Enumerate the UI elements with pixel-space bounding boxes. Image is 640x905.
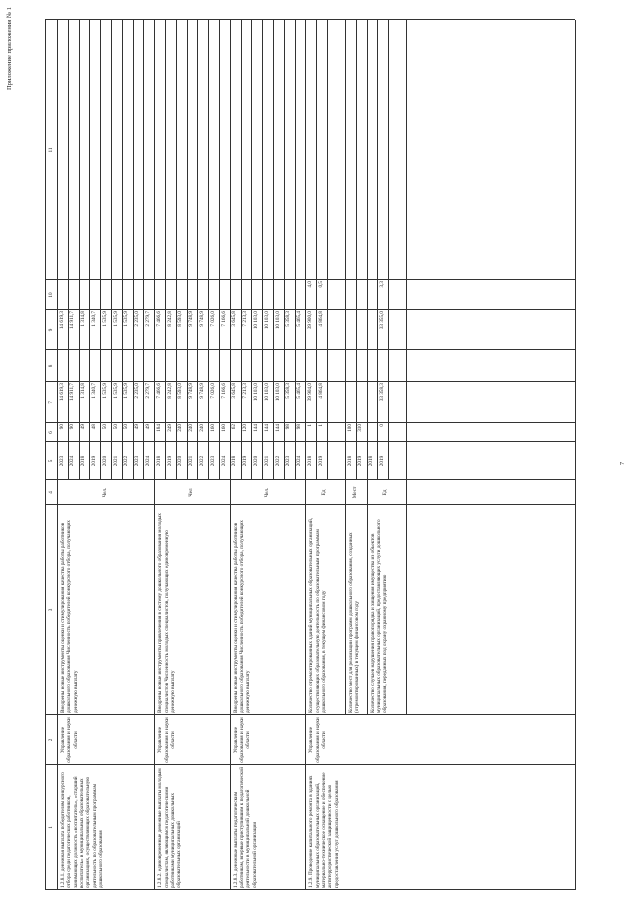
year-cell: 2020 <box>252 455 259 467</box>
total-amount-cell: 7 166,6 <box>220 383 227 399</box>
column-rule <box>45 441 575 442</box>
total-amount-cell: 1 535,9 <box>112 383 119 399</box>
regional-budget-cell: 7 213,3 <box>242 311 249 327</box>
column-number: 11 <box>47 147 54 153</box>
indicator-text: Количество случаев нарушения правопорядка и хищения имущества из объектов муниципальных образовательных организаций, предоставляющих услуги дошкольного образования, переданных под охрану охранному предприятию <box>369 519 389 713</box>
total-amount-cell: 14 619,3 <box>58 383 65 402</box>
unit-cell: Мест <box>351 486 358 499</box>
column-number: 5 <box>47 459 54 463</box>
total-amount-cell: 2 279,7 <box>144 383 151 399</box>
year-cell: 2022 <box>123 455 130 467</box>
quantity-cell: 98 <box>285 424 292 430</box>
regional-budget-cell: 5 465,4 <box>296 311 303 327</box>
year-cell: 2020 <box>177 455 184 467</box>
column-number: 3 <box>47 608 54 612</box>
year-cell: 2019 <box>166 455 173 467</box>
quantity-cell: 144 <box>274 424 281 432</box>
unit-cell: Чел <box>188 488 194 497</box>
row-rule <box>327 20 328 480</box>
indicator-text: Количество мест для реализации программ дошкольного образования, созданных (отремонтированных) в текущем финансовом году <box>348 532 361 713</box>
column-number: 6 <box>47 431 54 434</box>
unit-cell: Чел. <box>263 487 270 498</box>
total-amount-cell: 14 911,7 <box>69 383 76 401</box>
regional-budget-cell: 8 242,8 <box>166 311 173 327</box>
regional-budget-cell: 3 645,8 <box>231 311 238 327</box>
column-rule <box>45 479 575 480</box>
regional-budget-cell: 10 103,0 <box>252 311 259 330</box>
event-name: 1.2.8.2. единовременные денежные выплаты молодым специалистам, являющимся педагогическими работниками муниципальных дошкольных образовательных организаций <box>157 768 183 888</box>
column-number: 9 <box>47 328 54 332</box>
column-number: 10 <box>47 292 54 298</box>
regional-budget-cell: 10 103,0 <box>274 311 281 330</box>
row-rule <box>388 20 389 480</box>
quantity-cell: 144 <box>263 424 270 432</box>
regional-budget-cell: 1 535,9 <box>101 311 108 327</box>
total-amount-cell: 33 358,3 <box>378 383 385 402</box>
quantity-cell: 49 <box>144 424 151 430</box>
quantity-cell: 144 <box>252 424 259 432</box>
year-cell: 2019 <box>242 455 249 467</box>
municipal-budget-cell: 3,3 <box>378 281 385 288</box>
quantity-cell: 240 <box>198 424 205 432</box>
total-amount-cell: 8 242,8 <box>166 383 173 399</box>
quantity-cell: 310 <box>357 424 364 432</box>
row-rule <box>406 20 407 715</box>
year-cell: 2021 <box>112 455 119 467</box>
quantity-cell: 1 <box>317 424 324 427</box>
year-cell: 2018 <box>80 455 87 467</box>
unit-cell: Чел. <box>101 487 108 498</box>
total-amount-cell: 1 535,9 <box>123 383 130 399</box>
quantity-cell: 120 <box>242 424 249 432</box>
row-rule <box>575 20 576 890</box>
total-amount-cell: 5 358,3 <box>285 383 292 399</box>
column-number: 7 <box>47 401 54 404</box>
year-cell: 2024 <box>69 455 76 467</box>
event-name: 1.2.8.1. денежная выплата победителям конкурсного отбора среди педагогических работников, занимающих должность «воспитатель», «старший воспитатель» в муниципальных образовательных организациях, осуществляющих образовательную деятельность по образовательным программам дошкольного образования <box>60 772 105 888</box>
regional-budget-cell: 14 619,3 <box>58 311 65 330</box>
quantity-cell: 249 <box>166 424 173 432</box>
column-rule <box>45 309 575 310</box>
year-cell: 2019 <box>378 455 385 467</box>
row-rule <box>45 20 46 890</box>
quantity-cell: 160 <box>220 424 227 432</box>
quantity-cell: 1 <box>306 424 313 427</box>
row-rule <box>367 20 368 715</box>
year-cell: 2022 <box>274 455 281 467</box>
total-amount-cell: 1 340,7 <box>90 383 97 399</box>
regional-budget-cell: 10 103,0 <box>263 311 270 330</box>
year-cell: 2024 <box>220 455 227 467</box>
regional-budget-cell: 1 340,7 <box>90 311 97 327</box>
column-rule <box>45 889 575 890</box>
column-rule <box>45 19 575 20</box>
column-rule <box>45 422 575 423</box>
row-rule <box>345 20 346 715</box>
regional-budget-cell: 1 535,9 <box>123 311 130 327</box>
regional-budget-cell: 5 358,3 <box>285 311 292 327</box>
indicator-text: Количество отремонтированных зданий муниципальных образовательных организаций, осуществляющих образовательную деятельность по образовательным программам дошкольного образования, в текущем финансовом году <box>308 517 328 713</box>
column-rule <box>45 349 575 350</box>
row-rule <box>356 20 357 480</box>
column-rule <box>45 381 575 382</box>
event-name: 1.2.9. Проведение капитального ремонта в зданиях муниципальных образовательных организаций, материально-техническое оснащение и обеспечение антитеррористической защищенности с целью предоставления услуг дошкольного образования <box>308 772 340 888</box>
executor-name: Управление образования и науки области <box>232 717 252 763</box>
total-amount-cell: 2 235,0 <box>134 383 141 399</box>
regional-budget-cell: 14 911,7 <box>69 311 76 329</box>
executor-name: Управление образования и науки области <box>60 717 79 763</box>
quantity-cell: 50 <box>123 424 130 430</box>
indicator-text: Внедрены новые инструменты оценки и стимулирования качества работы работников дошкольного образования Численность победителей конкурсного отбора, получающих денежную выплату <box>60 520 79 713</box>
quantity-cell: 49 <box>80 424 87 430</box>
executor-name: Управление образования и науки области <box>308 717 328 763</box>
regional-budget-cell: 7 166,6 <box>220 311 227 327</box>
regional-budget-cell: 33 355,0 <box>378 311 385 330</box>
quantity-cell: 98 <box>296 424 303 430</box>
total-amount-cell: 39 904,0 <box>306 383 313 402</box>
regional-budget-cell: 1 535,9 <box>112 311 119 327</box>
appendix-label: Приложение приложения № 1 <box>6 7 13 90</box>
indicator-text: Внедрены новые инструменты оценки и стимулирования качества работы работников дошкольного образования Численность победителей конкурсного отбора, получающих денежную выплату <box>232 520 252 713</box>
total-amount-cell: 7 026,0 <box>209 383 216 399</box>
total-amount-cell: 8 593,0 <box>177 383 184 399</box>
unit-cell: Ед <box>321 489 328 496</box>
total-amount-cell: 5 465,4 <box>296 383 303 399</box>
executor-name: Управление образования и науки области <box>157 717 176 763</box>
column-rule <box>45 714 575 715</box>
quantity-cell: 48 <box>90 424 97 430</box>
total-amount-cell: 7 466,6 <box>155 383 162 399</box>
regional-budget-cell: 9 748,9 <box>198 311 205 327</box>
year-cell: 2018 <box>346 455 353 467</box>
year-cell: 2019 <box>357 455 364 467</box>
year-cell: 2018 <box>231 455 238 467</box>
total-amount-cell: 3 645,8 <box>231 383 238 399</box>
year-cell: 2022 <box>198 455 205 467</box>
year-cell: 2019 <box>317 455 324 467</box>
year-cell: 2021 <box>263 455 270 467</box>
quantity-cell: 160 <box>209 424 216 432</box>
total-amount-cell: 4 864,8 <box>317 383 324 399</box>
year-cell: 2023 <box>134 455 141 467</box>
regional-budget-cell: 8 593,0 <box>177 311 184 327</box>
quantity-cell: 100 <box>346 424 353 432</box>
regional-budget-cell: 7 026,0 <box>209 311 216 327</box>
total-amount-cell: 1 314,8 <box>80 383 87 399</box>
year-cell: 2023 <box>58 455 65 467</box>
quantity-cell: 0 <box>378 424 385 427</box>
page-number: 7 <box>620 462 626 465</box>
quantity-cell: 50 <box>112 424 119 430</box>
column-number: 1 <box>47 826 54 829</box>
year-cell: 2019 <box>90 455 97 467</box>
column-number: 8 <box>47 364 54 368</box>
column-rule <box>45 279 575 280</box>
total-amount-cell: 10 103,0 <box>252 383 259 402</box>
quantity-cell: 49 <box>134 424 141 430</box>
column-rule <box>45 764 575 765</box>
year-cell: 2021 <box>188 455 195 467</box>
quantity-cell: 240 <box>188 424 195 432</box>
year-cell: 2018 <box>155 455 162 467</box>
total-amount-cell: 7 213,3 <box>242 383 249 399</box>
quantity-cell: 184 <box>155 424 162 432</box>
total-amount-cell: 10 103,0 <box>274 383 281 402</box>
unit-cell: Ед <box>382 489 389 496</box>
municipal-budget-cell: 4,0 <box>306 281 313 288</box>
column-number: 2 <box>47 738 54 742</box>
year-cell: 2020 <box>101 455 108 467</box>
quantity-cell: 62 <box>231 424 238 430</box>
regional-budget-cell: 2 279,7 <box>144 311 151 327</box>
quantity-cell: 240 <box>177 424 184 432</box>
program-table <box>45 20 575 890</box>
total-amount-cell: 9 748,9 <box>188 383 195 399</box>
regional-budget-cell: 4 864,8 <box>317 311 324 327</box>
column-number: 4 <box>47 491 54 494</box>
year-cell: 2023 <box>285 455 292 467</box>
year-cell: 2024 <box>144 455 151 467</box>
year-cell: 2018 <box>306 455 313 467</box>
total-amount-cell: 9 748,9 <box>198 383 205 399</box>
regional-budget-cell: 2 235,0 <box>134 311 141 327</box>
year-cell: 2023 <box>209 455 216 467</box>
regional-budget-cell: 9 748,9 <box>188 311 195 327</box>
year-cell: 2018 <box>368 455 375 467</box>
column-rule <box>45 504 575 505</box>
quantity-cell: 50 <box>101 424 108 430</box>
year-cell: 2024 <box>296 455 303 467</box>
regional-budget-cell: 39 900,0 <box>306 311 313 330</box>
indicator-text: Внедрены новые инструменты привлечения в систему дошкольного образования молодых специалистов Численность молодых специалистов, получающих единовременную денежную выплату <box>157 513 176 713</box>
regional-budget-cell: 7 466,6 <box>155 311 162 327</box>
quantity-cell: 90 <box>69 424 76 430</box>
municipal-budget-cell: 0,5 <box>317 281 324 288</box>
event-name: 1.2.8.3. денежные выплаты педагогическим работникам, впервые приступившим к педагогической деятельности в муниципальной дошкольной образовательной организации <box>232 767 258 888</box>
regional-budget-cell: 1 314,8 <box>80 311 87 327</box>
total-amount-cell: 10 103,0 <box>263 383 270 402</box>
total-amount-cell: 1 535,9 <box>101 383 108 399</box>
quantity-cell: 90 <box>58 424 65 430</box>
